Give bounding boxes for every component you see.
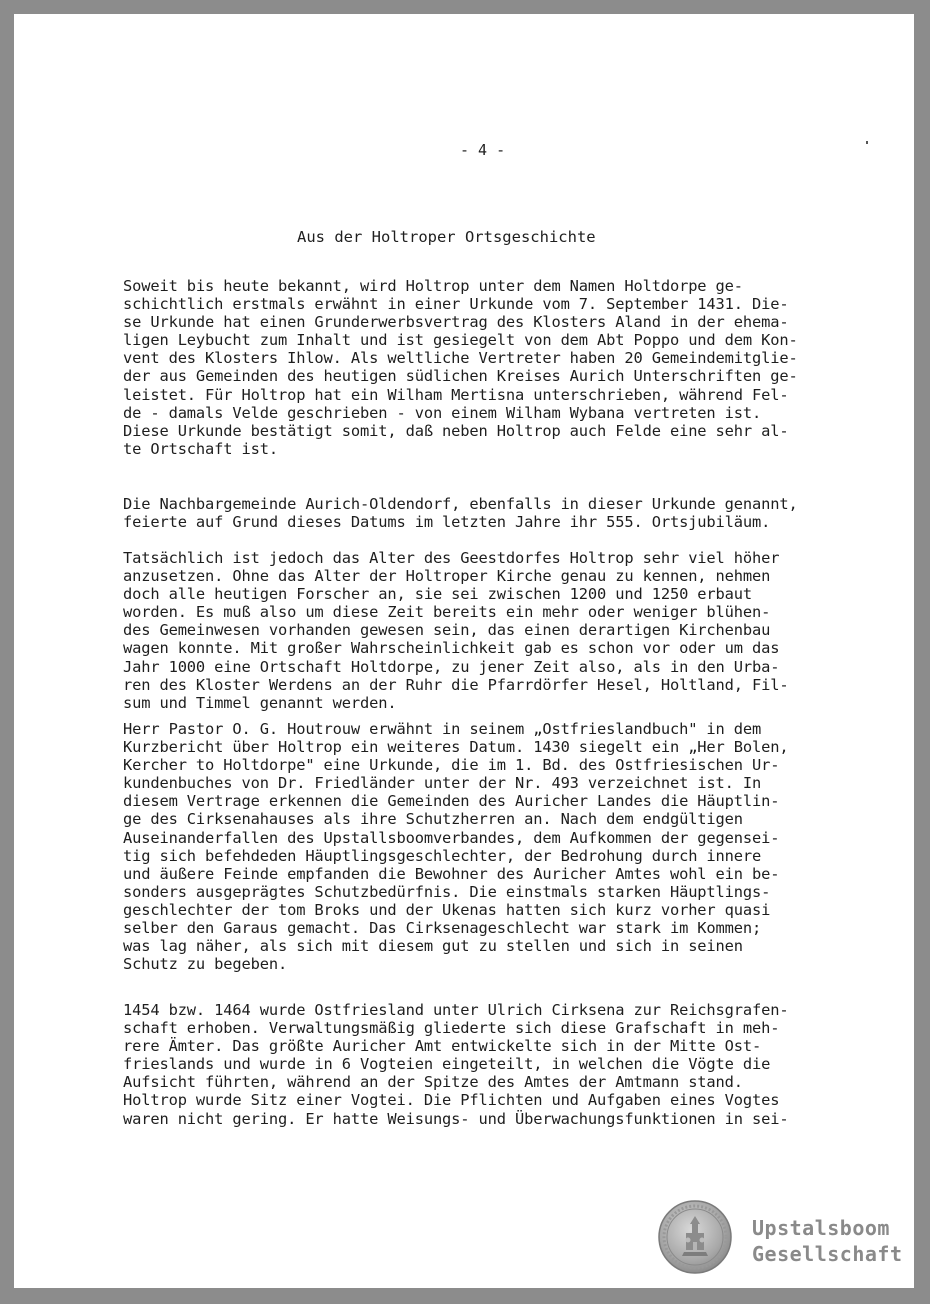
upstalsboom-logo — [658, 1200, 906, 1276]
text-line: Tatsächlich ist jedoch das Alter des Geestdorfes Holtrop sehr viel höher — [123, 549, 780, 567]
text-line: und äußere Feinde empfanden die Bewohner des Auricher Amtes wohl ein be- — [123, 864, 780, 883]
text-line: Die Nachbargemeinde Aurich-Oldendorf, ebenfalls in dieser Urkunde genannt, — [123, 495, 798, 513]
text-line: Aufsicht führten, während an der Spitze des Amtes der Amtmann stand. — [123, 1073, 743, 1092]
text-line: sonders ausgeprägtes Schutzbedürfnis. Die einstmals starken Häuptlings- — [123, 882, 771, 901]
text-line: Kercher to Holtdorpe" eine Urkunde, die im 1. Bd. des Ostfriesischen Ur- — [123, 756, 780, 775]
paragraph-3 — [123, 549, 823, 712]
text-line: Schutz zu begeben. — [123, 955, 288, 974]
paragraph-1 — [123, 277, 823, 458]
text-line: sum und Timmel genannt werden. — [123, 693, 397, 712]
text-line: Herr Pastor O. G. Houtrouw erwähnt in seinem „Ostfrieslandbuch" in dem — [123, 720, 762, 738]
document-page — [14, 14, 914, 1288]
text-line: ren des Kloster Werdens an der Ruhr die Pfarrdörfer Hesel, Holtland, Fil- — [123, 675, 789, 694]
text-line: Diese Urkunde bestätigt somit, daß neben Holtrop auch Felde eine sehr al- — [123, 421, 789, 440]
text-line: waren nicht gering. Er hatte Weisungs- und Überwachungsfunktionen in sei- — [123, 1109, 789, 1128]
text-line: Holtrop wurde Sitz einer Vogtei. Die Pflichten und Aufgaben eines Vogtes — [123, 1091, 780, 1110]
paragraph-2 — [123, 495, 823, 531]
text-line: geschlechter der tom Broks und der Ukenas hatten sich kurz vorher quasi — [123, 900, 771, 919]
text-line: Jahr 1000 eine Ortschaft Holtdorpe, zu jener Zeit also, als in den Urba- — [123, 657, 780, 676]
paragraph-5 — [123, 1001, 823, 1128]
text-line: worden. Es muß also um diese Zeit bereits ein mehr oder weniger blühen- — [123, 603, 771, 622]
logo-line-1: Upstalsboom — [752, 1216, 890, 1240]
text-line: ge des Cirksenahauses als ihre Schutzherren an. Nach dem endgültigen — [123, 810, 743, 829]
text-line: frieslands und wurde in 6 Vogteien eingeteilt, in welchen die Vögte die — [123, 1055, 771, 1074]
text-line: Soweit bis heute bekannt, wird Holtrop unter dem Namen Holtdorpe ge- — [123, 277, 743, 295]
text-line: feierte auf Grund dieses Datums im letzten Jahre ihr 555. Ortsjubiläum. — [123, 513, 771, 532]
text-line: leistet. Für Holtrop hat ein Wilham Mertisna unterschrieben, während Fel- — [123, 385, 789, 404]
text-line: selber den Garaus gemacht. Das Cirksenageschlecht war stark im Kommen; — [123, 919, 762, 938]
text-line: rere Ämter. Das größte Auricher Amt entwickelte sich in der Mitte Ost- — [123, 1037, 762, 1056]
text-line: was lag näher, als sich mit diesem gut zu stellen und sich in seinen — [123, 937, 743, 956]
seal-icon — [658, 1200, 732, 1274]
text-line: kundenbuches von Dr. Friedländer unter der Nr. 493 verzeichnet ist. In — [123, 774, 762, 793]
text-line: vent des Klosters Ihlow. Als weltliche Vertreter haben 20 Gemeindemitglie- — [123, 349, 798, 368]
text-line: 1454 bzw. 1464 wurde Ostfriesland unter Ulrich Cirksena zur Reichsgrafen- — [123, 1001, 789, 1019]
text-line: tig sich befehdeden Häuptlingsgeschlechter, der Bedrohung durch innere — [123, 846, 762, 865]
page-title: Aus der Holtroper Ortsgeschichte — [297, 228, 596, 246]
text-line: de - damals Velde geschrieben - von einem Wilham Wybana vertreten ist. — [123, 403, 762, 422]
text-line: der aus Gemeinden des heutigen südlichen Kreises Aurich Unterschriften ge- — [123, 367, 798, 386]
paragraph-4 — [123, 720, 823, 973]
text-line: te Ortschaft ist. — [123, 439, 278, 458]
text-line: wagen konnte. Mit großer Wahrscheinlichkeit gab es schon vor oder um das — [123, 639, 780, 658]
text-line: schaft erhoben. Verwaltungsmäßig gliederte sich diese Grafschaft in meh- — [123, 1019, 780, 1038]
text-line: Auseinanderfallen des Upstallsboomverbandes, dem Aufkommen der gegensei- — [123, 828, 780, 847]
text-line: des Gemeinwesen vorhanden gewesen sein, das einen derartigen Kirchenbau — [123, 621, 771, 640]
logo-line-2: Gesellschaft — [752, 1242, 903, 1266]
text-line: ligen Leybucht zum Inhalt und ist gesiegelt von dem Abt Poppo und dem Kon- — [123, 331, 798, 350]
text-line: diesem Vertrage erkennen die Gemeinden des Auricher Landes die Häuptlin- — [123, 792, 780, 811]
text-line: Kurzbericht über Holtrop ein weiteres Datum. 1430 siegelt ein „Her Bolen, — [123, 738, 789, 757]
text-line: se Urkunde hat einen Grunderwerbsvertrag des Klosters Aland in der ehema- — [123, 313, 789, 332]
text-line: doch alle heutigen Forscher an, sie sei zwischen 1200 und 1250 erbaut — [123, 585, 753, 604]
text-line: schichtlich erstmals erwähnt in einer Urkunde vom 7. September 1431. Die- — [123, 295, 789, 314]
stray-mark — [866, 141, 868, 144]
text-line: anzusetzen. Ohne das Alter der Holtroper Kirche genau zu kennen, nehmen — [123, 567, 771, 586]
page-number: - 4 - — [460, 141, 506, 159]
